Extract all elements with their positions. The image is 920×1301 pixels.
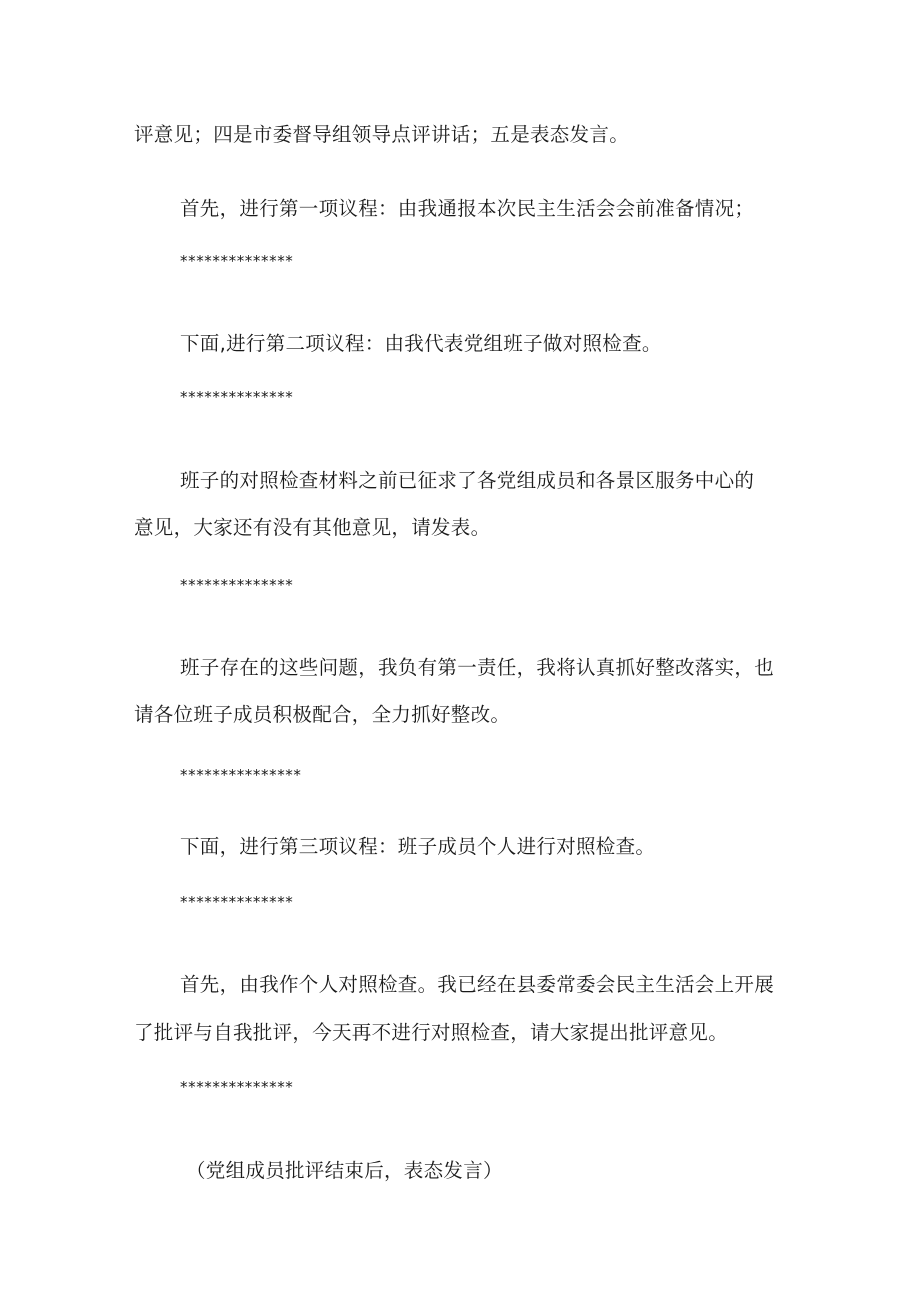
text-line: （党组成员批评结束后，表态发言） (186, 1159, 503, 1182)
separator-stars: ************** (180, 576, 294, 594)
text-line: 班子的对照检查材料之前已征求了各党组成员和各景区服务中心的 (180, 469, 755, 492)
separator-stars: *************** (180, 766, 302, 784)
text-line: 意见，大家还有没有其他意见，请发表。 (134, 516, 491, 539)
separator-stars: ************** (180, 1078, 294, 1096)
text-line: 下面,进行第二项议程：由我代表党组班子做对照检查。 (180, 332, 662, 355)
separator-stars: ************** (180, 252, 294, 270)
separator-stars: ************** (180, 388, 294, 406)
separator-stars: ************** (180, 893, 294, 911)
text-line: 首先，由我作个人对照检查。我已经在县委常委会民主生活会上开展 (180, 973, 775, 996)
text-line: 班子存在的这些问题，我负有第一责任，我将认真抓好整改落实，也 (180, 656, 775, 679)
text-line: 首先，进行第一项议程：由我通报本次民主生活会会前准备情况； (180, 197, 755, 220)
text-line: 下面，进行第三项议程：班子成员个人进行对照检查。 (180, 835, 656, 858)
text-line: 了批评与自我批评，今天再不进行对照检查，请大家提出批评意见。 (134, 1021, 729, 1044)
text-line: 请各位班子成员积极配合，全力抓好整改。 (134, 703, 511, 726)
text-line: 评意见；四是市委督导组领导点评讲话；五是表态发言。 (134, 123, 630, 146)
